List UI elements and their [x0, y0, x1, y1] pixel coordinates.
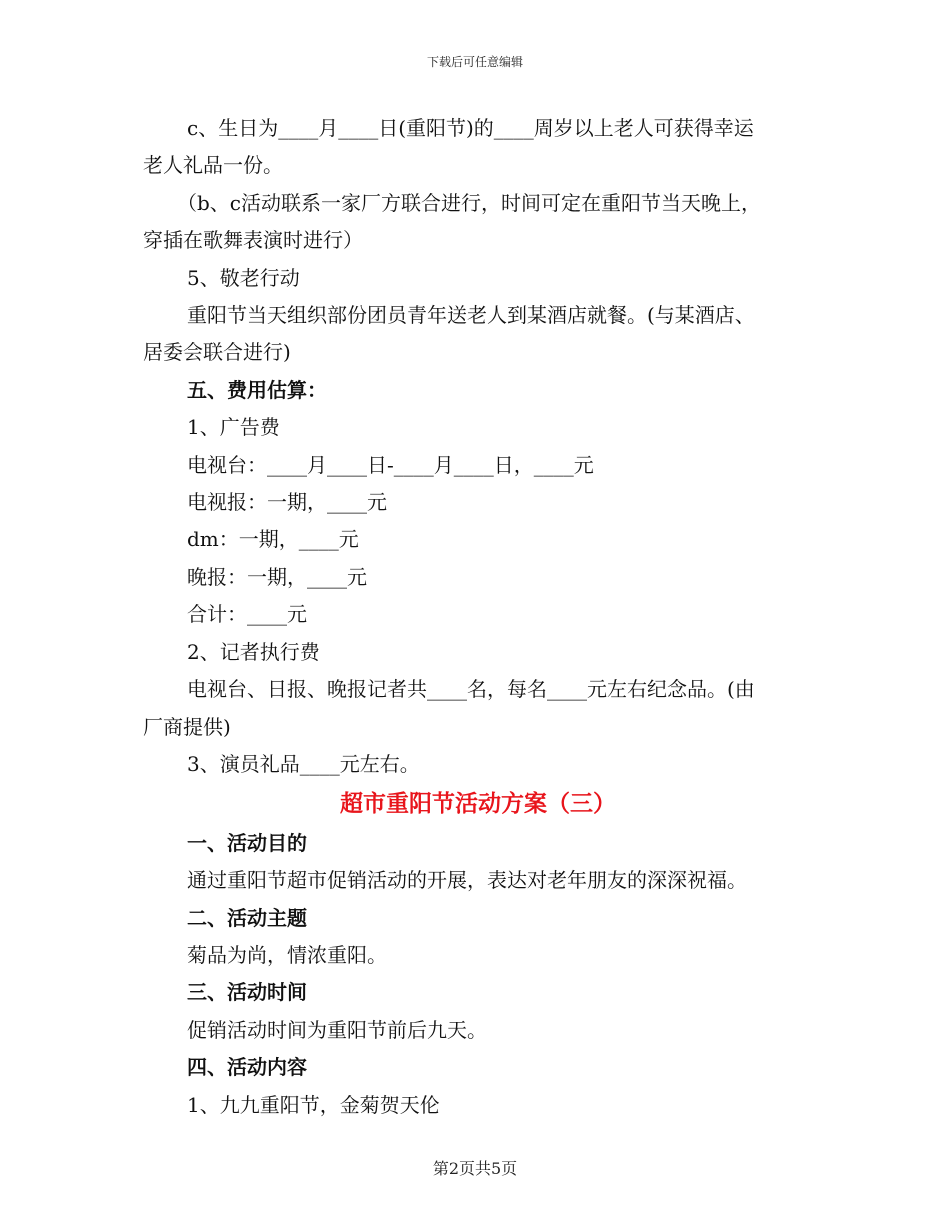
section-heading: 三、活动时间 — [187, 980, 307, 1005]
paragraph-line: 电视台：____月____日-____月____日，____元 — [187, 452, 594, 477]
paragraph-line: 合计：____元 — [187, 602, 307, 627]
paragraph-line: 电视报：一期，____元 — [187, 490, 387, 515]
paragraph-line: 电视台、日报、晚报记者共____名，每名____元左右纪念品。(由 — [187, 677, 755, 702]
paragraph-line: 晚报：一期，____元 — [187, 564, 367, 589]
paragraph-line: 1、广告费 — [187, 415, 280, 440]
paragraph-line: 促销活动时间为重阳节前后九天。 — [187, 1017, 487, 1042]
paragraph-line: 厂商提供) — [143, 714, 231, 739]
paragraph-line: 2、记者执行费 — [187, 639, 320, 664]
paragraph-line: 老人礼品一份。 — [143, 153, 283, 178]
document-body — [143, 110, 813, 1124]
page-header: 下载后可任意编辑 — [426, 55, 523, 69]
paragraph-line: c、生日为____月____日(重阳节)的____周岁以上老人可获得幸运 — [187, 116, 754, 140]
paragraph-line: 穿插在歌舞表演时进行） — [143, 228, 363, 253]
paragraph-line: （b、c活动联系一家厂方联合进行，时间可定在重阳节当天晚上， — [177, 190, 762, 215]
section-heading: 一、活动目的 — [187, 830, 307, 855]
page-footer: 第2页共5页 — [432, 1159, 518, 1178]
paragraph-line: 1、九九重阳节，金菊贺天伦 — [187, 1092, 440, 1117]
paragraph-line: 重阳节当天组织部份团员青年送老人到某酒店就餐。(与某酒店、 — [187, 303, 755, 328]
section-heading: 五、费用估算： — [187, 377, 327, 402]
paragraph-line: 3、演员礼品____元左右。 — [187, 751, 420, 776]
section-heading: 四、活动内容 — [187, 1055, 307, 1080]
document-title: 超市重阳节活动方案（三） — [340, 790, 616, 818]
paragraph-line: 通过重阳节超市促销活动的开展，表达对老年朋友的深深祝福。 — [187, 868, 747, 893]
paragraph-line: 居委会联合进行) — [143, 340, 291, 365]
paragraph-line: 菊品为尚，情浓重阳。 — [187, 942, 387, 967]
section-heading: 二、活动主题 — [187, 905, 307, 930]
paragraph-line: 5、敬老行动 — [187, 265, 300, 290]
paragraph-line: dm：一期，____元 — [187, 527, 359, 552]
